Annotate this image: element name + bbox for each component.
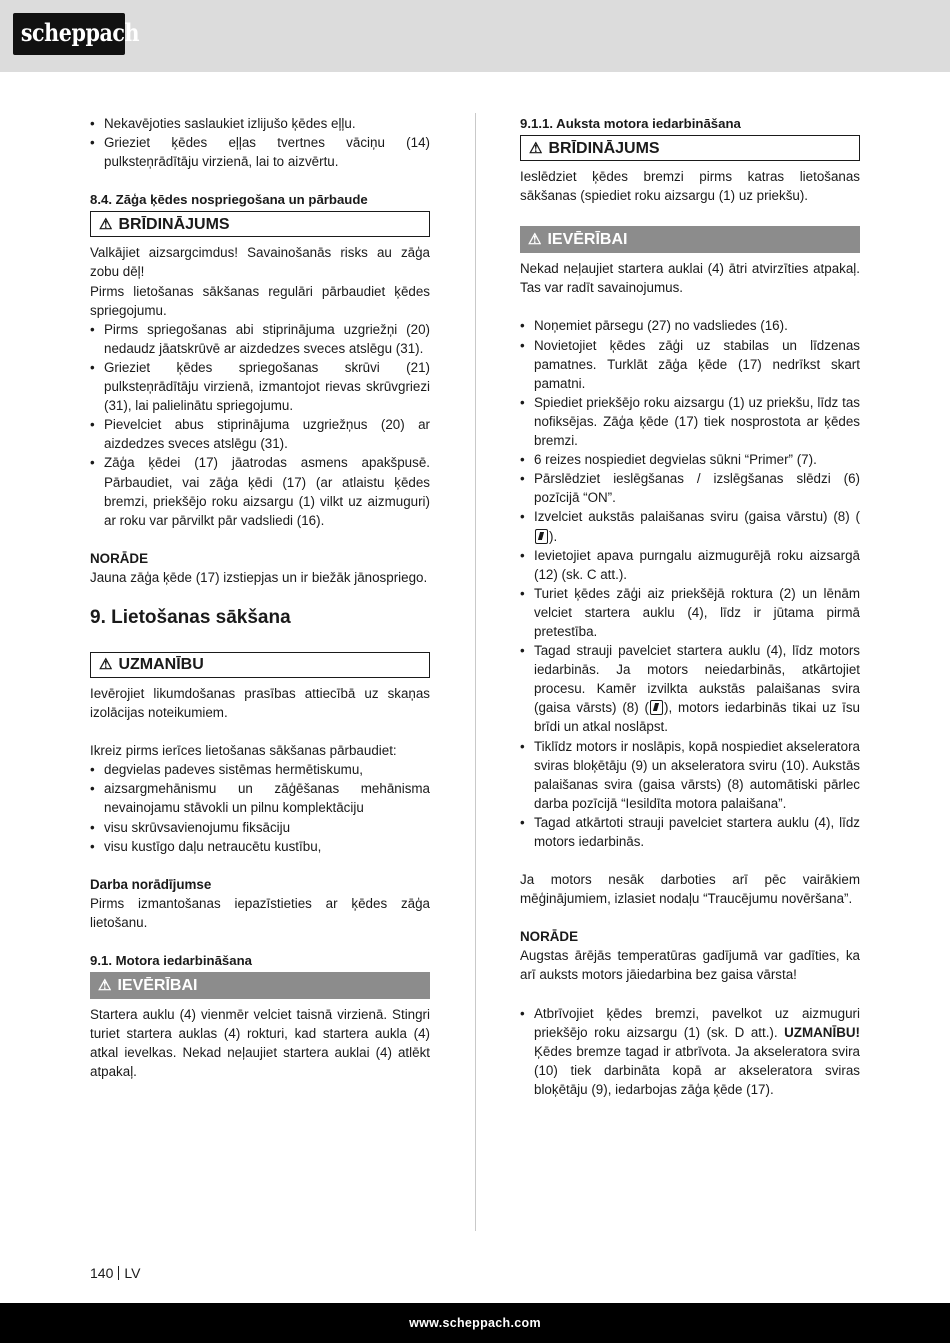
list-item: • Grieziet ķēdes spriegošanas skrūvi (21) pulksteņrādītāju virzienā, izmantojot rievas skrūvgriezi (31), lai palielinātu spriegojumu. — [90, 358, 430, 415]
notice-box — [520, 226, 860, 253]
note-title: NORĀDE — [90, 550, 149, 566]
website-url: www.scheppach.com — [409, 1316, 541, 1330]
paragraph: Pirms izmantošanas iepazīstieties ar ķēdes zāģa lietošanu. — [90, 895, 430, 930]
page-number — [90, 1264, 140, 1283]
right-column — [520, 114, 860, 1099]
logo-text: scheppach — [20, 18, 140, 47]
caution-label: UZMANĪBU — [118, 656, 204, 674]
warning-triangle-icon: ⚠ — [99, 656, 113, 674]
header-bar — [0, 0, 950, 72]
note-text: Jauna zāģa ķēde (17) izstiepjas un ir biežāk jānospriego. — [90, 569, 428, 585]
list-item: • Ievietojiet apava purngalu aizmugurējā roku aizsargā (12) (sk. C att.). — [520, 546, 860, 584]
check-bullet-list — [90, 760, 430, 855]
list-item: • visu skrūvsavienojumu fiksāciju — [90, 818, 430, 837]
list-item: • Pievelciet abus stiprinājuma uzgriežņus (20) ar aizdedzes sveces atslēgu (31). — [90, 415, 430, 453]
paragraph: Ievērojiet likumdošanas prasības attiecībā uz skaņas izolācijas noteikumiem. — [90, 685, 430, 721]
paragraph: Pirms lietošanas sākšanas regulāri pārbaudiet ķēdes spriegojumu. — [90, 283, 430, 318]
list-item: • Novietojiet ķēdes zāģi uz stabilas un līdzenas pamatnes. Turklāt zāģa ķēde (17) nedrīkst skart pamatni. — [520, 336, 860, 393]
list-item: • Tiklīdz motors ir noslāpis, kopā nospiediet akseleratora sviras bloķētāju (9) un akseleratora sviru (10). Aukstās palaišanas svira (gaisa vārsts) (8) automātiski pārlec darba pozīcijā “Iesildīta motora palaišana”. — [520, 737, 860, 813]
list-item: • 6 reizes nospiediet degvielas sūkni “Primer” (7). — [520, 450, 860, 469]
caution-emphasis: UZMANĪBU! — [784, 1024, 860, 1040]
column-divider — [475, 113, 476, 1231]
warning-triangle-icon: ⚠ — [98, 977, 112, 995]
footer-bar — [0, 1303, 950, 1343]
list-item: • Spiediet priekšējo roku aizsargu (1) uz priekšu, līdz tas nofiksējas. Zāģa ķēde (17) tiek nosprostota ar ķēdes bremzi. — [520, 393, 860, 450]
paragraph: Startera auklu (4) vienmēr velciet taisnā virzienā. Stingri turiet startera auklas (4) rokturi, kad startera aukla (4) atkal ievelkas. Nekad neļaujiet startera auklai (4) atlēkt atpakaļ. — [90, 1007, 430, 1080]
list-item: • Zāģa ķēdei (17) jāatrodas asmens apakšpusē. Pārbaudiet, vai zāģa ķēdi (17) (ar atlaistu ķēdes bremzi, priekšējo roku aizsargu (1) vilkt uz aizmuguri) ar roku var pārvilkt pār vadsliedi (16). — [90, 453, 430, 529]
warning-box — [520, 135, 860, 161]
list-item: • Nekavējoties saslaukiet izlijušo ķēdes eļļu. — [90, 114, 430, 133]
step-text: Atbrīvojiet ķēdes bremzi, pavelkot uz aizmuguri priekšējo roku aizsargu (1) (sk. D att.). — [534, 1005, 860, 1040]
section-9-1-title: 9.1. Motora iedarbināšana — [90, 953, 252, 968]
warning-triangle-icon: ⚠ — [99, 215, 113, 233]
step-text: Tagad strauji pavelciet startera auklu (4), līdz motors iedarbinās. Ja motors neiedarbinās, atkārtojiet procesu. Kamēr izvilkta aukstās palaišanas svira (gaisa vārsts) (8) ( — [534, 643, 860, 716]
paragraph: Ja motors nesāk darboties arī pēc vairākiem mēģinājumiem, izlasiet nodaļu “Traucējumu novēršana”. — [520, 872, 860, 907]
chapter-9-title: 9. Lietošanas sākšana — [90, 606, 291, 628]
choke-icon — [535, 529, 548, 544]
section-9-1-1-title: 9.1.1. Auksta motora iedarbināšana — [520, 116, 741, 131]
warning-triangle-icon: ⚠ — [528, 231, 542, 249]
list-item: • Grieziet ķēdes eļļas tvertnes vāciņu (14) pulksteņrādītāju virzienā, lai to aizvērtu. — [90, 133, 430, 171]
step-text: ). — [549, 528, 558, 544]
note-text: Augstas ārējās temperatūras gadījumā var gadīties, ka arī auksts motors jāiedarbina bez gaisa vārsta! — [520, 948, 860, 983]
language-code: LV — [124, 1265, 141, 1281]
list-item: • aizsargmehānismu un zāģēšanas mehānisma nevainojamu stāvokli un pilnu komplektāciju — [90, 779, 430, 817]
left-column — [90, 114, 430, 1081]
warning-triangle-icon: ⚠ — [529, 139, 543, 157]
caution-box — [90, 652, 430, 678]
step-text: Izvelciet aukstās palaišanas sviru (gaisa vārstu) (8) ( — [534, 509, 860, 525]
paragraph: Valkājiet aizsargcimdus! Savainošanās risks au zāģa zobu dēļ! — [90, 245, 430, 280]
step-text: Ķēdes bremze tagad ir atbrīvota. Ja akseleratora svira (10) tiek darbināta kopā ar akseleratora sviras bloķētāju (9), iedarbojas zāģa ķēde (17). — [534, 1043, 860, 1097]
list-item: • visu kustīgo daļu netraucētu kustību, — [90, 837, 430, 856]
notice-label: IEVĒRĪBAI — [547, 231, 628, 249]
section-8-4-title: 8.4. Zāģa ķēdes nospriegošana un pārbaude — [90, 192, 368, 208]
list-item: • Turiet ķēdes zāģi aiz priekšējā roktura (2) un lēnām velciet startera auklu (4), līdz ir jūtama pirmā pretestība. — [520, 584, 860, 641]
list-item — [520, 1004, 860, 1099]
scheppach-logo — [13, 13, 140, 55]
list-item: • degvielas padeves sistēmas hermētiskumu, — [90, 760, 430, 779]
cold-start-steps — [520, 316, 860, 851]
list-item: • Pirms spriegošanas abi stiprinājuma uzgriežņi (20) nedaudz jāatskrūvē ar aizdedzes sveces atslēgu (31). — [90, 320, 430, 358]
warning-label: BRĪDINĀJUMS — [118, 215, 230, 233]
list-item: • Pārslēdziet ieslēgšanas / izslēgšanas slēdzi (6) pozīcijā “ON”. — [520, 469, 860, 507]
warning-label: BRĪDINĀJUMS — [548, 139, 660, 157]
paragraph: Ieslēdziet ķēdes bremzi pirms katras lietošanas sākšanas (spiediet roku aizsargu (1) uz priekšu). — [520, 169, 860, 204]
tension-bullet-list — [90, 320, 430, 530]
page-number-value: 140 — [90, 1265, 114, 1281]
notice-box — [90, 972, 430, 999]
list-item: • Tagad atkārtoti strauji pavelciet startera auklu (4), līdz motors iedarbinās. — [520, 813, 860, 851]
work-instructions-title: Darba norādījumse — [90, 876, 212, 892]
notice-label: IEVĒRĪBAI — [117, 977, 198, 995]
note-title: NORĀDE — [520, 929, 579, 945]
warning-box — [90, 211, 430, 237]
list-item — [520, 641, 860, 736]
paragraph: Ikreiz pirms ierīces lietošanas sākšanas pārbaudiet: — [90, 743, 397, 759]
choke-icon — [650, 700, 663, 715]
paragraph: Nekad neļaujiet startera auklai (4) ātri atvirzīties atpakaļ. Tas var radīt savainojumus. — [520, 261, 860, 296]
release-bullet-list — [520, 1004, 860, 1099]
list-item — [520, 507, 860, 545]
step-text: ), motors iedarbinās tikai uz īsu brīdi un atkal noslāpst. — [534, 700, 860, 735]
top-bullet-list — [90, 114, 430, 171]
list-item: • Noņemiet pārsegu (27) no vadsliedes (16). — [520, 316, 860, 335]
page-separator — [118, 1266, 119, 1280]
